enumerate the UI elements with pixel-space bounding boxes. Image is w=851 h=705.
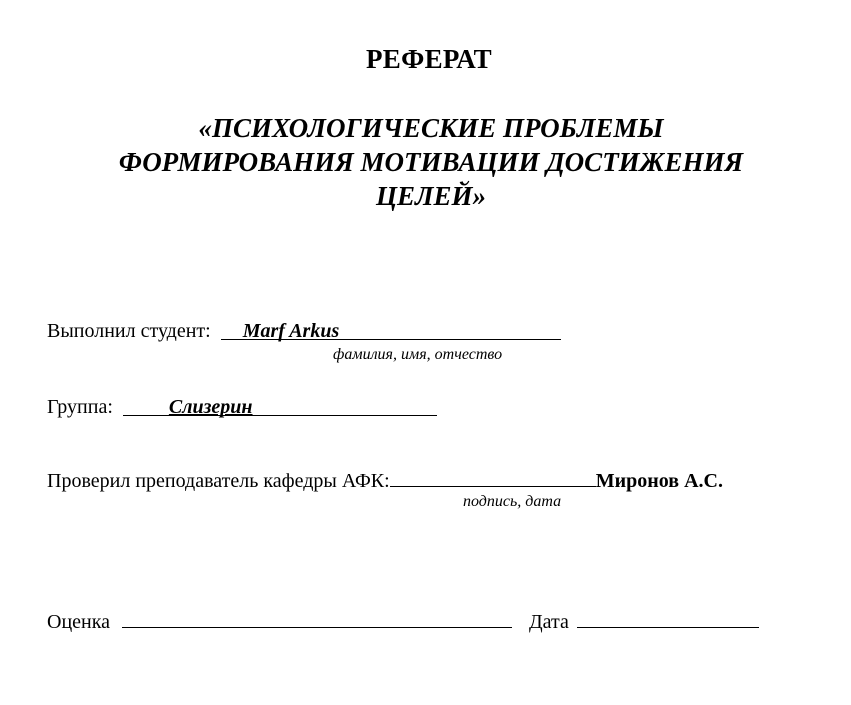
checker-signature-field[interactable] [390,466,596,487]
student-row [47,320,561,343]
grade-row [47,607,759,634]
title-line-3: ЦЕЛЕЙ» [375,181,487,211]
student-label: Выполнил студент: [47,320,211,342]
group-value: Слизерин [168,396,253,418]
student-hint: фамилия, имя, отчество [333,346,503,363]
student-name-field[interactable] [221,320,561,340]
title-line-2: ФОРМИРОВАНИЯ МОТИВАЦИИ ДОСТИЖЕНИЯ [118,147,744,177]
group-field[interactable] [123,396,437,416]
group-label: Группа: [47,396,113,418]
checker-name: Миронов А.С. [595,470,723,492]
grade-field[interactable] [122,607,512,628]
document-type: РЕФЕРАТ [366,44,492,74]
date-field[interactable] [577,607,759,628]
checker-label: Проверил преподаватель кафедры АФК: [47,470,390,492]
grade-label: Оценка [47,611,111,633]
title-line-1: «ПСИХОЛОГИЧЕСКИЕ ПРОБЛЕМЫ [198,113,664,143]
date-label: Дата [529,611,569,633]
checker-row [47,466,723,493]
group-row [47,396,437,419]
student-name: Marf Arkus [242,320,340,342]
checker-hint: подпись, дата [463,493,562,510]
